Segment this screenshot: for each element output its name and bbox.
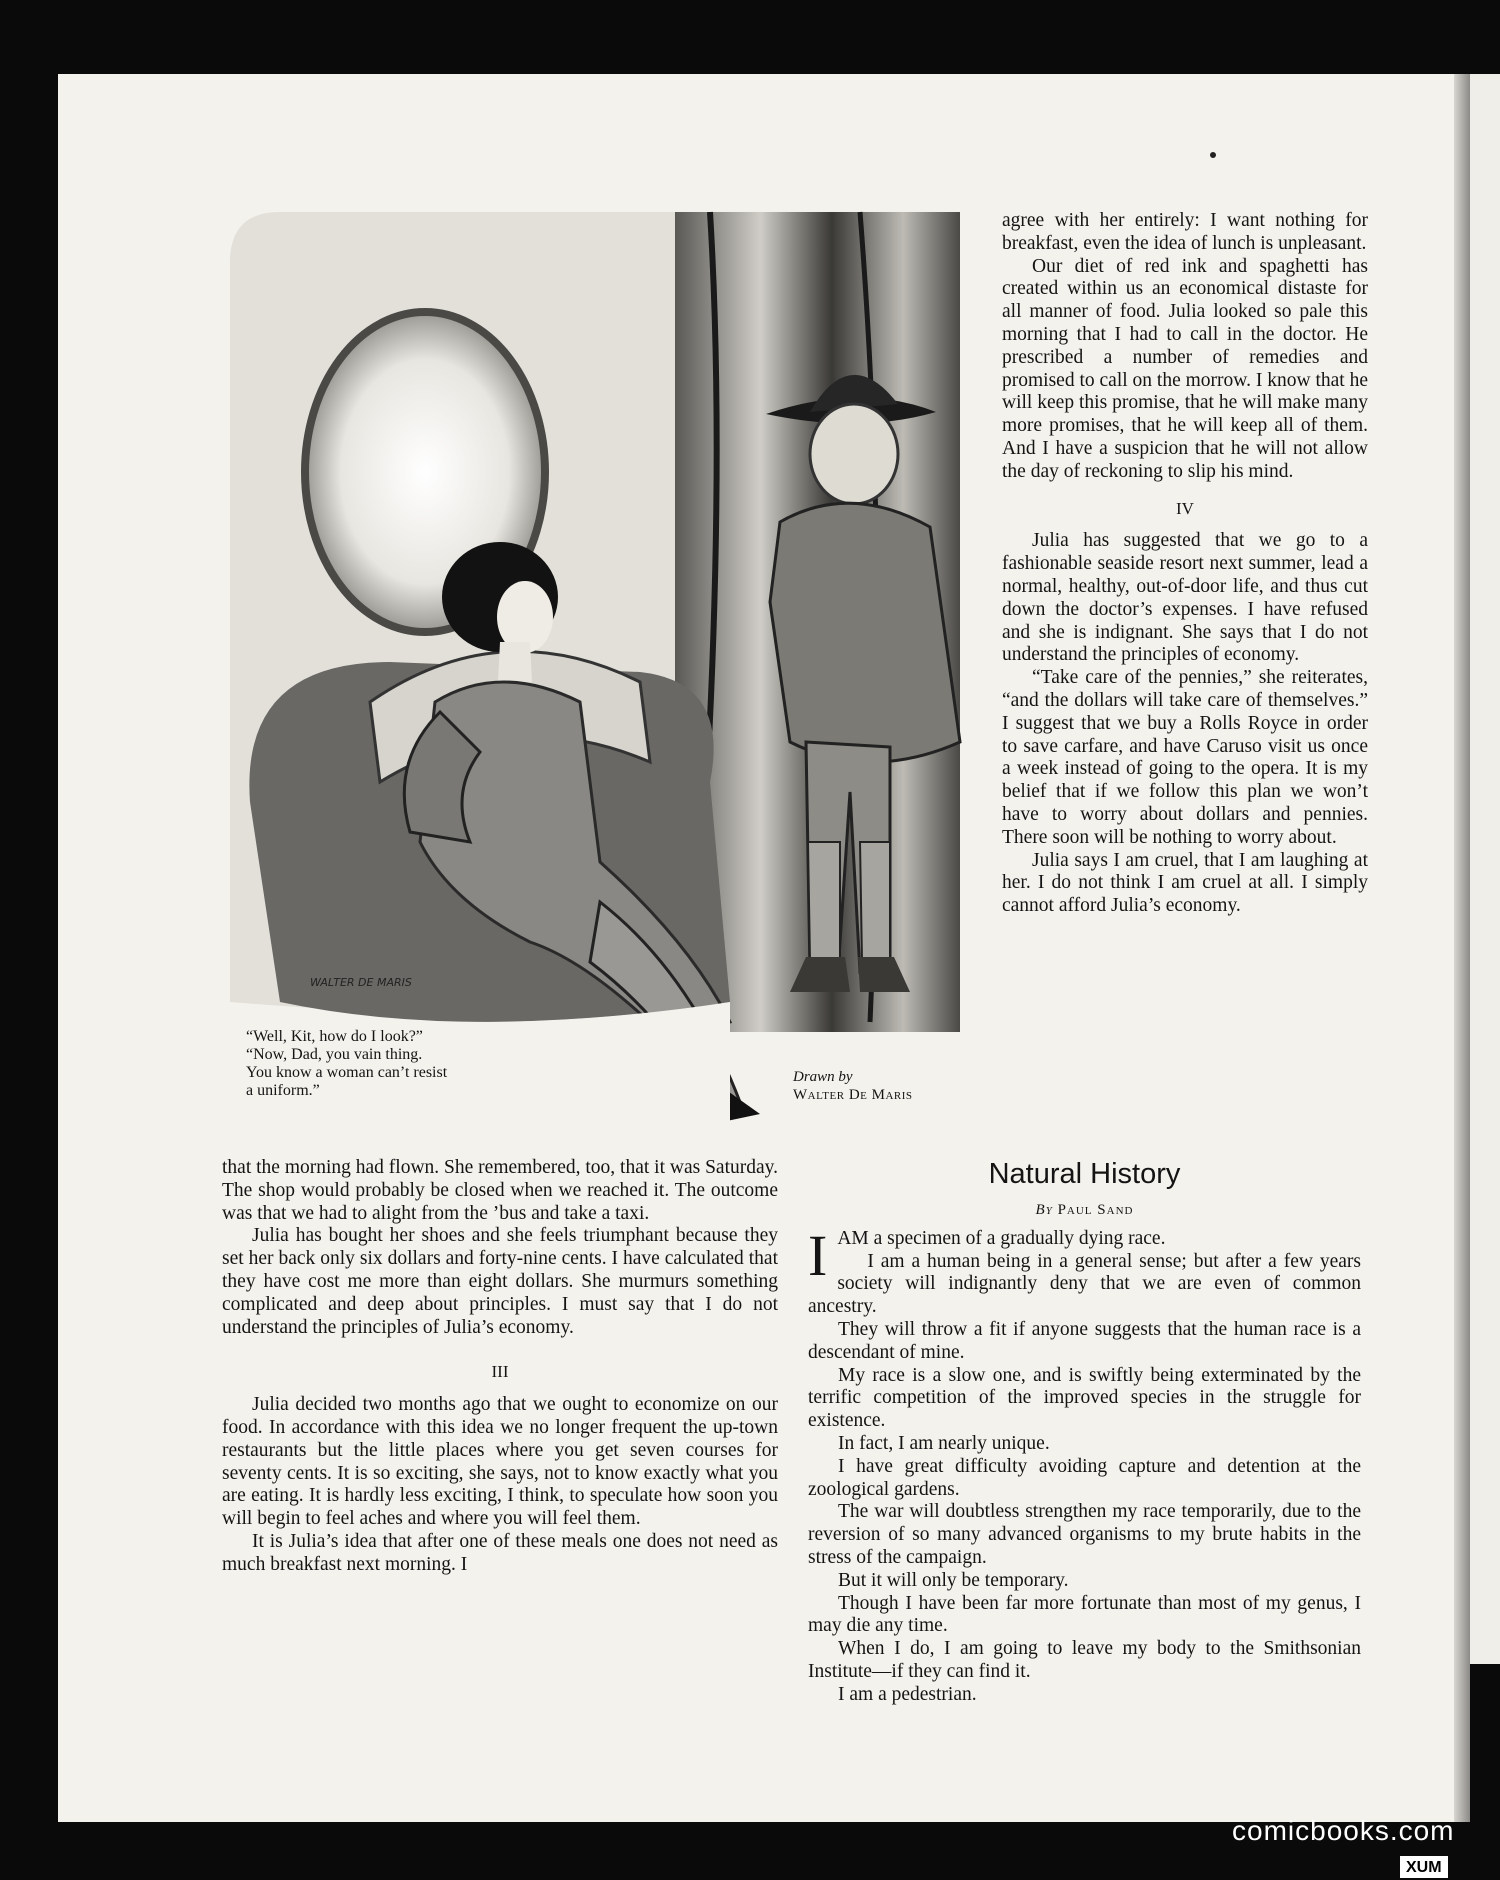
first-paragraph-text: AM a specimen of a gradually dying race. xyxy=(837,1227,1166,1249)
paragraph: It is Julia’s idea that after one of these meals one does not need as much breakfast next morning. I xyxy=(222,1530,778,1575)
paragraph: In fact, I am nearly unique. xyxy=(838,1432,1050,1454)
credit-label: Drawn by xyxy=(793,1069,853,1085)
byline-author: Paul Sand xyxy=(1057,1202,1134,1218)
right-column xyxy=(1002,210,1368,918)
paragraph: Julia has bought her shoes and she feels triumphant because they set her back only six dollars and forty-nine cents. I have calculated that they have cost me more than eight dollars. She murmurs something complicated and deep about principles. I must say that I do not understand the principles of Julia’s economy. xyxy=(222,1225,778,1338)
illustration-drawing xyxy=(170,142,970,1132)
paragraph: Julia says I am cruel, that I am laughing at her. I do not think I am cruel at all. I simply cannot afford Julia’s economy. xyxy=(1002,849,1368,917)
caption-line: “Well, Kit, how do I look?” xyxy=(246,1028,423,1045)
section-heading-iv: IV xyxy=(1176,498,1194,518)
artist-signature: WALTER DE MARIS xyxy=(310,976,412,989)
paragraph: Our diet of red ink and spaghetti has created within us an economical distaste for all manner of food. Julia looked so pale this morning that I had to call in the doctor. He prescribed a number of remedies and promised to call on the morrow. I know that he will keep this promise, that he will make many more promises, that he will keep all of them. And I have a suspicion that he will not allow the day of reckoning to slip his mind. xyxy=(1002,255,1368,482)
print-speck xyxy=(1210,152,1216,158)
credit-name: Walter De Maris xyxy=(793,1087,913,1103)
paragraph: I have great difficulty avoiding capture and detention at the zoological gardens. xyxy=(808,1455,1361,1500)
paragraph: agree with her entirely: I want nothing for breakfast, even the idea of lunch is unpleasant. xyxy=(1002,210,1368,254)
site-watermark: comicbooks.com xyxy=(1232,1815,1455,1846)
caption-line: a uniform.” xyxy=(246,1082,320,1099)
byline-by: By xyxy=(1035,1202,1053,1218)
illustration-caption xyxy=(246,1028,496,1100)
paragraph: “Take care of the pennies,” she reiterates, “and the dollars will take care of themselves.” I suggest that we buy a Rolls Royce in order to save carfare, and have Caruso visit us once a week instead of going to the opera. It is my belief that if we follow this plan we won’t have to worry about dollars and pennies. There soon will be nothing to worry about. xyxy=(1002,667,1368,848)
paragraph: They will throw a fit if anyone suggests that the human race is a descendant of mine. xyxy=(808,1318,1361,1363)
illustration xyxy=(170,142,970,1132)
paragraph: Though I have been far more fortunate than most of my genus, I may die any time. xyxy=(808,1592,1361,1637)
paragraph: But it will only be temporary. xyxy=(838,1569,1069,1591)
soldier-face xyxy=(810,404,898,504)
woman-neck xyxy=(498,642,532,682)
paragraph: I am a pedestrian. xyxy=(838,1683,977,1705)
paragraph: My race is a slow one, and is swiftly being exterminated by the terrific competition of the improved species in the struggle for existence. xyxy=(808,1364,1361,1432)
paragraph: that the morning had flown. She remembered, too, that it was Saturday. The shop would probably be closed when we reached it. The outcome was that we had to alight from the ’bus and take a taxi. xyxy=(222,1157,778,1224)
paragraph: I am a human being in a general sense; but after a few years society will indignantly deny that we are even of common ancestry. xyxy=(808,1250,1361,1318)
soldier-body xyxy=(770,503,960,762)
paragraph: When I do, I am going to leave my body to the Smithsonian Institute—if they can find it. xyxy=(808,1638,1361,1682)
story-column xyxy=(808,1157,1361,1707)
paragraph: Julia decided two months ago that we ought to economize on our food. In accordance with this idea we no longer frequent the up-town restaurants but the little places where you get seven courses for seventy cents. It is so exciting, she says, not to know exactly what you are eating. It is hardly less exciting, I think, to speculate how soon you will begin to feel aches and where you will feel them. xyxy=(222,1394,778,1530)
paragraph: Julia has suggested that we go to a fashionable seaside resort next summer, lead a normal, healthy, out-of-door life, and thus cut down the doctor’s expenses. I have refused and she is indignant. She says that I do not understand the principles of economy. xyxy=(1002,530,1368,666)
section-heading-iii: III xyxy=(491,1362,509,1382)
caption-line: “Now, Dad, you vain thing. xyxy=(246,1046,423,1063)
story-title: Natural History xyxy=(988,1158,1181,1190)
left-column xyxy=(222,1157,778,1577)
story-byline xyxy=(808,1199,1361,1222)
page-gutter xyxy=(1454,74,1470,1822)
illustration-credit xyxy=(793,1068,953,1104)
caption-line: You know a woman can’t resist xyxy=(246,1064,448,1081)
paragraph: The war will doubtless strengthen my race temporarily, due to the reversion of so many advanced organisms to my brute habits in the stress of the campaign. xyxy=(808,1501,1361,1568)
drop-cap: I xyxy=(808,1222,828,1288)
corner-tag: XUM xyxy=(1400,1856,1448,1878)
